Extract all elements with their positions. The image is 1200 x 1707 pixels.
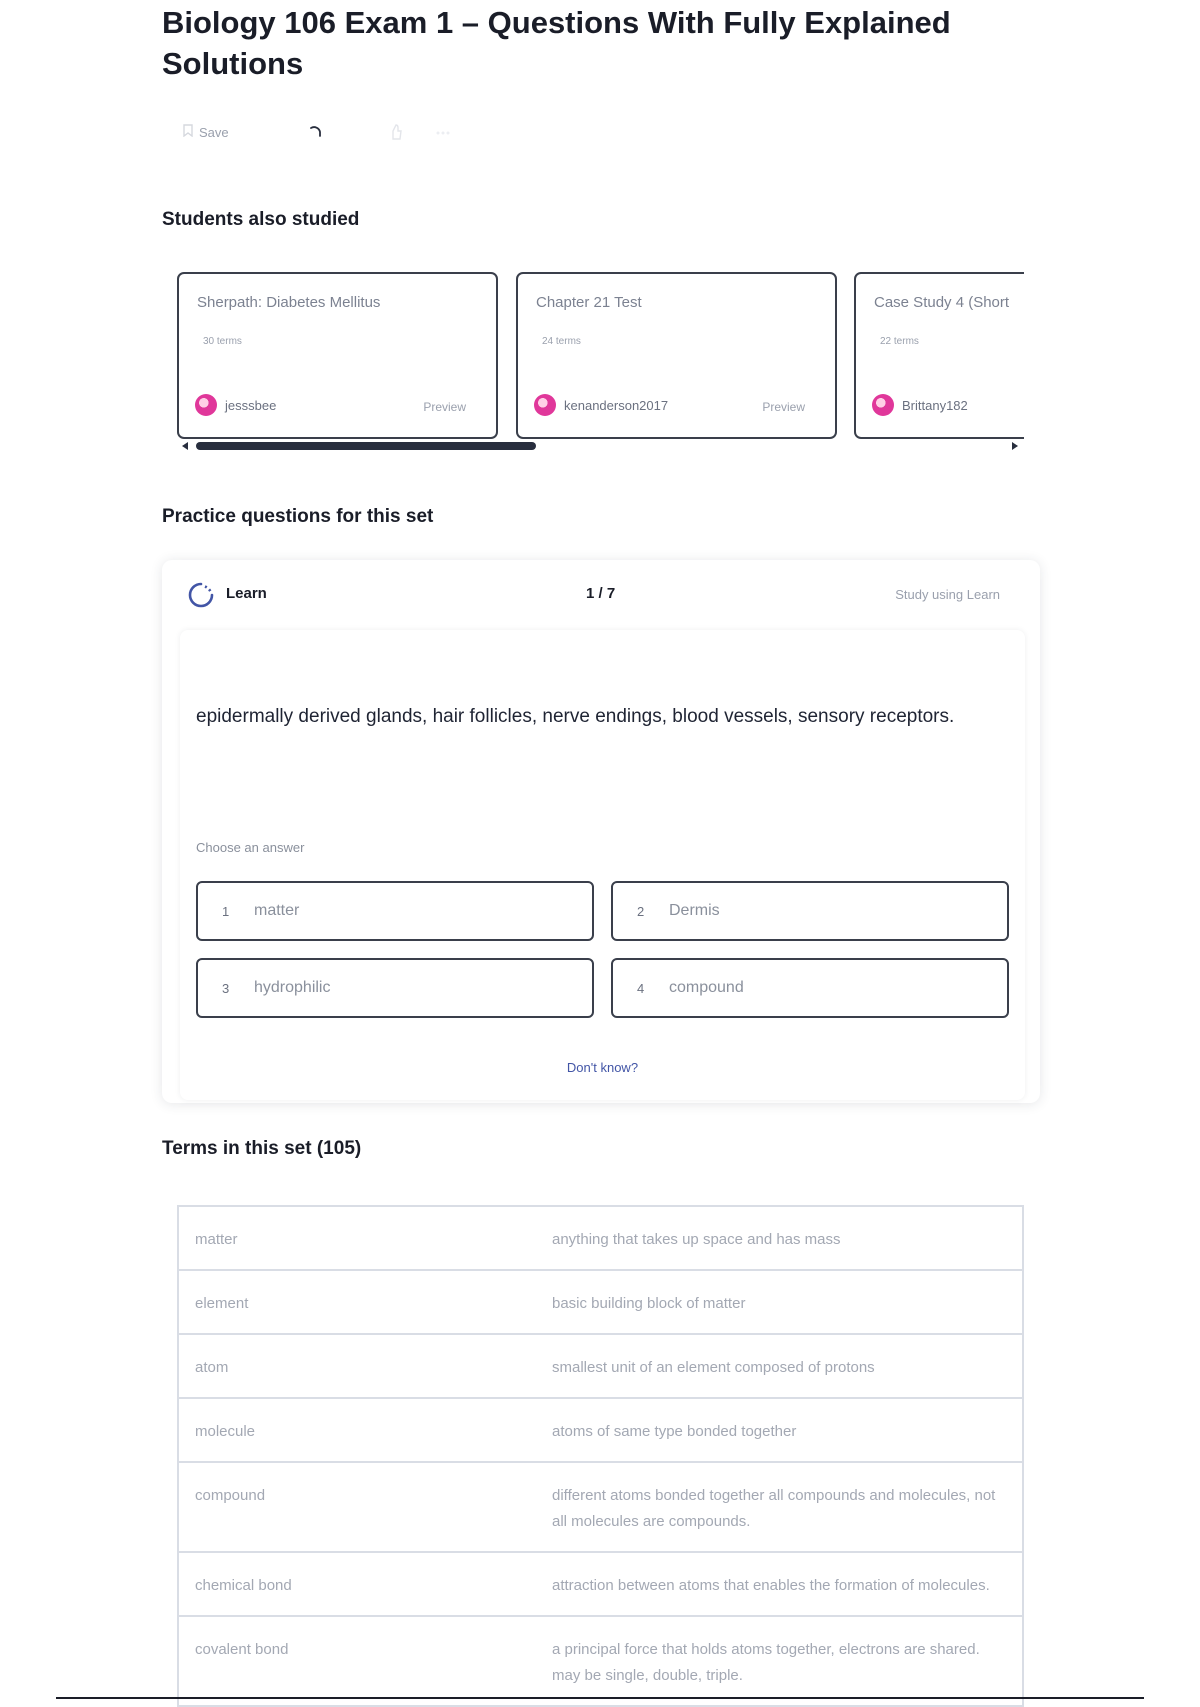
option-number: 3 bbox=[222, 981, 230, 996]
card-author[interactable] bbox=[195, 394, 276, 416]
term-definition: atoms of same type bonded together bbox=[552, 1423, 797, 1440]
term-definition: smallest unit of an element composed of protons bbox=[552, 1359, 875, 1376]
term-definition: a principal force that holds atoms together, electrons are shared. may be single, double, triple. bbox=[552, 1641, 980, 1684]
more-icon bbox=[435, 124, 451, 139]
share-arrow-icon bbox=[308, 124, 324, 143]
option-text: compound bbox=[669, 979, 744, 996]
table-row bbox=[177, 1399, 1024, 1463]
card-username: kenanderson2017 bbox=[564, 397, 669, 413]
learn-label: Learn bbox=[226, 585, 267, 602]
like-button[interactable] bbox=[389, 124, 403, 143]
option-number: 1 bbox=[222, 904, 230, 919]
answer-option[interactable] bbox=[611, 881, 1009, 941]
card-author[interactable] bbox=[872, 394, 968, 416]
term-word: molecule bbox=[195, 1423, 256, 1440]
practice-questions-heading: Practice questions for this set bbox=[162, 506, 434, 527]
card-username: jesssbee bbox=[225, 397, 277, 413]
students-also-studied-heading: Students also studied bbox=[162, 209, 360, 230]
save-label: Save bbox=[199, 124, 229, 140]
dont-know-button[interactable]: Don't know? bbox=[566, 1060, 639, 1075]
card-username: Brittany182 bbox=[902, 397, 968, 413]
card-preview-button[interactable]: Preview bbox=[762, 400, 805, 414]
table-row bbox=[177, 1553, 1024, 1617]
save-button[interactable] bbox=[183, 124, 229, 140]
card-title: Chapter 21 Test bbox=[536, 294, 642, 311]
term-word: compound bbox=[195, 1487, 266, 1504]
card-clip bbox=[854, 272, 1024, 439]
table-row bbox=[177, 1207, 1024, 1271]
learn-header bbox=[162, 560, 1040, 630]
answer-option[interactable] bbox=[196, 881, 594, 941]
term-word: element bbox=[195, 1295, 249, 1312]
option-number: 4 bbox=[637, 981, 645, 996]
question-text: epidermally derived glands, hair follicles, nerve endings, blood vessels, sensory receptors. bbox=[196, 706, 955, 727]
option-text: Dermis bbox=[669, 902, 720, 919]
carousel-scrollbar[interactable] bbox=[196, 442, 536, 450]
share-button[interactable] bbox=[308, 124, 324, 143]
term-definition: attraction between atoms that enables the formation of molecules. bbox=[552, 1577, 990, 1594]
thumb-icon bbox=[389, 124, 403, 143]
answer-option[interactable] bbox=[196, 958, 594, 1018]
avatar bbox=[534, 394, 556, 416]
terms-heading: Terms in this set (105) bbox=[162, 1138, 362, 1159]
avatar bbox=[195, 394, 217, 416]
option-number: 2 bbox=[637, 904, 645, 919]
term-definition: basic building block of matter bbox=[552, 1295, 746, 1312]
study-card[interactable] bbox=[177, 272, 498, 439]
avatar bbox=[872, 394, 894, 416]
card-terms-count: 30 terms bbox=[203, 336, 242, 347]
question-card bbox=[180, 630, 1025, 1100]
bookmark-icon bbox=[183, 124, 193, 140]
scroll-left-icon[interactable] bbox=[182, 442, 188, 450]
card-preview-button[interactable]: Preview bbox=[423, 400, 466, 414]
study-card[interactable] bbox=[854, 272, 1024, 439]
term-definition: anything that takes up space and has mass bbox=[552, 1231, 841, 1248]
card-terms-count: 24 terms bbox=[542, 336, 581, 347]
card-author[interactable] bbox=[534, 394, 668, 416]
term-definition: different atoms bonded together all compounds and molecules, not all molecules are compounds. bbox=[552, 1487, 996, 1530]
card-title: Case Study 4 (Short bbox=[874, 294, 1010, 311]
table-row bbox=[177, 1335, 1024, 1399]
term-word: atom bbox=[195, 1359, 229, 1376]
page-bottom-divider bbox=[56, 1697, 1144, 1699]
scroll-right-icon[interactable] bbox=[1012, 442, 1018, 450]
term-word: chemical bond bbox=[195, 1577, 292, 1594]
table-row bbox=[177, 1463, 1024, 1553]
more-button[interactable] bbox=[435, 124, 451, 139]
choose-answer-label: Choose an answer bbox=[196, 840, 305, 855]
study-card[interactable] bbox=[516, 272, 837, 439]
page-title: Biology 106 Exam 1 – Questions With Fully Explained Solutions bbox=[162, 5, 951, 81]
terms-table bbox=[177, 1205, 1024, 1707]
term-word: matter bbox=[195, 1231, 238, 1248]
learn-progress-icon bbox=[188, 582, 214, 613]
card-title: Sherpath: Diabetes Mellitus bbox=[197, 294, 381, 311]
answer-option[interactable] bbox=[611, 958, 1009, 1018]
learn-panel bbox=[162, 560, 1040, 1103]
option-text: hydrophilic bbox=[254, 979, 331, 996]
table-row bbox=[177, 1617, 1024, 1707]
study-using-learn-link[interactable]: Study using Learn bbox=[895, 587, 1000, 602]
question-progress: 1 / 7 bbox=[586, 585, 616, 602]
table-row bbox=[177, 1271, 1024, 1335]
option-text: matter bbox=[254, 902, 300, 919]
card-terms-count: 22 terms bbox=[880, 336, 919, 347]
term-word: covalent bond bbox=[195, 1641, 289, 1658]
